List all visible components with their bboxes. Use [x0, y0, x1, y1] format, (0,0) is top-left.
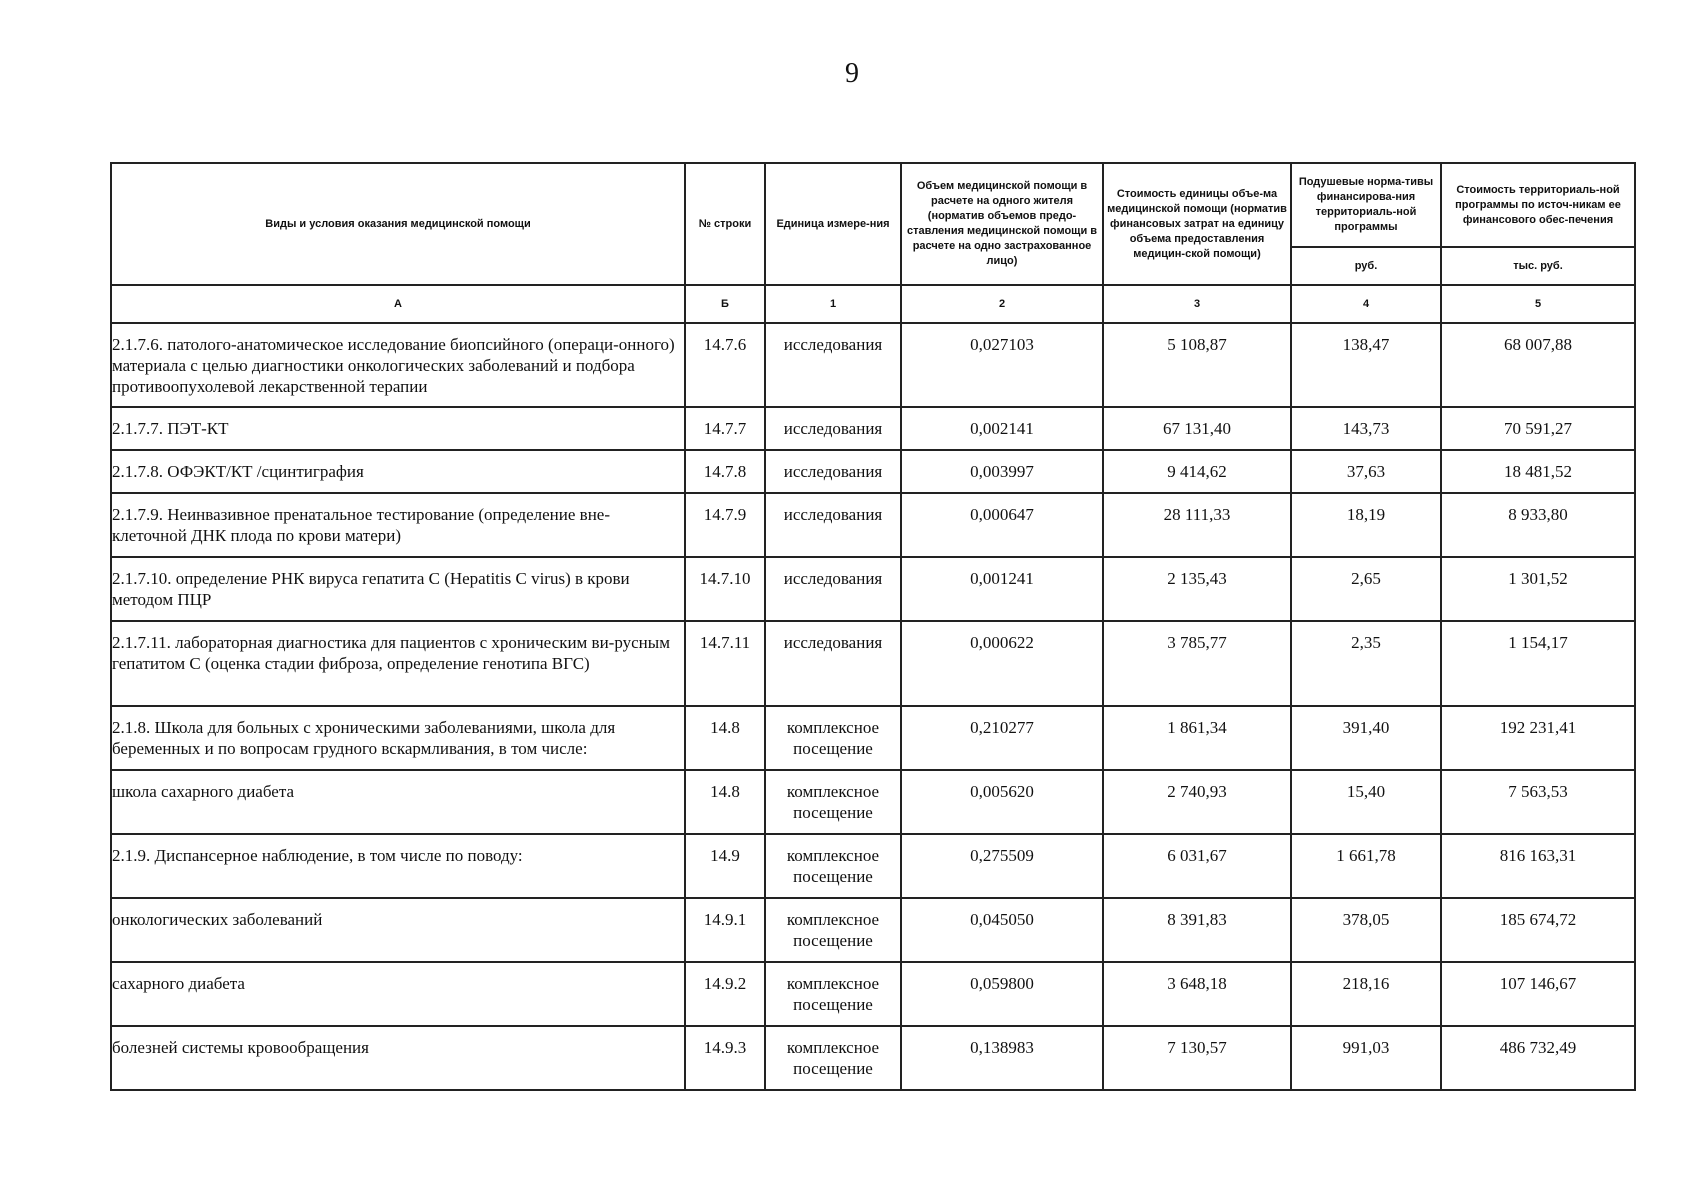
- unit-cost-cell: 1 861,34: [1103, 706, 1291, 770]
- table-row: [111, 323, 1635, 407]
- page-number: 9: [845, 58, 859, 89]
- volume-cell: 0,059800: [901, 962, 1103, 1026]
- care-type-cell: 2.1.7.8. ОФЭКТ/КТ /сцинтиграфия: [111, 450, 685, 493]
- table-row: [111, 1026, 1635, 1090]
- unit-cost-cell: 28 111,33: [1103, 493, 1291, 557]
- per-capita-cell: 15,40: [1291, 770, 1441, 834]
- column-index: 4: [1291, 285, 1441, 323]
- program-cost-cell: 68 007,88: [1441, 323, 1635, 407]
- program-cost-cell: 1 301,52: [1441, 557, 1635, 621]
- unit-cell: исследования: [765, 450, 901, 493]
- per-capita-cell: 2,35: [1291, 621, 1441, 706]
- unit-cell: исследования: [765, 407, 901, 450]
- care-type-cell: 2.1.7.6. патолого-анатомическое исследование биопсийного (операци-онного) материала с целью диагностики онкологических заболеваний и подбора противоопухолевой лекарственной терапии: [111, 323, 685, 407]
- table-row: [111, 407, 1635, 450]
- care-type-cell: 2.1.7.11. лабораторная диагностика для пациентов с хроническим ви-русным гепатитом С (оценка стадии фиброза, определение генотипа ВГС): [111, 621, 685, 706]
- unit-cell: комплексное посещение: [765, 770, 901, 834]
- row-number-cell: 14.7.8: [685, 450, 765, 493]
- volume-cell: 0,003997: [901, 450, 1103, 493]
- unit-cell: комплексное посещение: [765, 898, 901, 962]
- volume-cell: 0,045050: [901, 898, 1103, 962]
- header-per-capita-unit: руб.: [1291, 247, 1441, 285]
- table-row: [111, 834, 1635, 898]
- row-number-cell: 14.7.7: [685, 407, 765, 450]
- care-type-cell: 2.1.7.9. Неинвазивное пренатальное тестирование (определение вне-клеточной ДНК плода по крови матери): [111, 493, 685, 557]
- unit-cost-cell: 3 785,77: [1103, 621, 1291, 706]
- volume-cell: 0,005620: [901, 770, 1103, 834]
- volume-cell: 0,210277: [901, 706, 1103, 770]
- table-row: [111, 493, 1635, 557]
- per-capita-cell: 2,65: [1291, 557, 1441, 621]
- unit-cost-cell: 6 031,67: [1103, 834, 1291, 898]
- column-index: А: [111, 285, 685, 323]
- header-unit: Единица измере-ния: [765, 163, 901, 285]
- unit-cell: комплексное посещение: [765, 962, 901, 1026]
- row-number-cell: 14.9.2: [685, 962, 765, 1026]
- header-per-capita: Подушевые норма-тивы финансирова-ния территориаль-ной программы: [1291, 163, 1441, 247]
- per-capita-cell: 143,73: [1291, 407, 1441, 450]
- table-row: [111, 770, 1635, 834]
- header-unit-cost: Стоимость единицы объе-ма медицинской помощи (норматив финансовых затрат на единицу объема предоставления медицин-ской помощи): [1103, 163, 1291, 285]
- per-capita-cell: 991,03: [1291, 1026, 1441, 1090]
- column-index-row: [111, 285, 1635, 323]
- care-type-cell: 2.1.9. Диспансерное наблюдение, в том числе по поводу:: [111, 834, 685, 898]
- unit-cell: комплексное посещение: [765, 706, 901, 770]
- unit-cell: исследования: [765, 323, 901, 407]
- care-type-cell: школа сахарного диабета: [111, 770, 685, 834]
- column-index: 3: [1103, 285, 1291, 323]
- row-number-cell: 14.7.9: [685, 493, 765, 557]
- volume-cell: 0,027103: [901, 323, 1103, 407]
- table-row: [111, 557, 1635, 621]
- unit-cost-cell: 67 131,40: [1103, 407, 1291, 450]
- program-cost-cell: 8 933,80: [1441, 493, 1635, 557]
- row-number-cell: 14.9: [685, 834, 765, 898]
- unit-cell: исследования: [765, 621, 901, 706]
- per-capita-cell: 18,19: [1291, 493, 1441, 557]
- unit-cell: исследования: [765, 557, 901, 621]
- header-volume: Объем медицинской помощи в расчете на одного жителя (норматив объемов предо-ставления медицинской помощи в расчете на одно застрахованное лицо): [901, 163, 1103, 285]
- volume-cell: 0,000622: [901, 621, 1103, 706]
- program-cost-cell: 192 231,41: [1441, 706, 1635, 770]
- unit-cost-cell: 7 130,57: [1103, 1026, 1291, 1090]
- unit-cost-cell: 5 108,87: [1103, 323, 1291, 407]
- row-number-cell: 14.9.3: [685, 1026, 765, 1090]
- header-care-type: Виды и условия оказания медицинской помощи: [111, 163, 685, 285]
- care-type-cell: 2.1.8. Школа для больных с хроническими заболеваниями, школа для беременных и по вопросам грудного вскармливания, в том числе:: [111, 706, 685, 770]
- row-number-cell: 14.8: [685, 706, 765, 770]
- unit-cost-cell: 9 414,62: [1103, 450, 1291, 493]
- per-capita-cell: 1 661,78: [1291, 834, 1441, 898]
- care-type-cell: 2.1.7.7. ПЭТ-КТ: [111, 407, 685, 450]
- volume-cell: 0,138983: [901, 1026, 1103, 1090]
- column-index: Б: [685, 285, 765, 323]
- program-cost-cell: 70 591,27: [1441, 407, 1635, 450]
- program-cost-cell: 1 154,17: [1441, 621, 1635, 706]
- unit-cost-cell: 3 648,18: [1103, 962, 1291, 1026]
- row-number-cell: 14.9.1: [685, 898, 765, 962]
- column-index: 2: [901, 285, 1103, 323]
- program-cost-cell: 18 481,52: [1441, 450, 1635, 493]
- program-cost-cell: 486 732,49: [1441, 1026, 1635, 1090]
- header-row-number: № строки: [685, 163, 765, 285]
- per-capita-cell: 378,05: [1291, 898, 1441, 962]
- table-row: [111, 450, 1635, 493]
- unit-cell: комплексное посещение: [765, 1026, 901, 1090]
- per-capita-cell: 391,40: [1291, 706, 1441, 770]
- table-row: [111, 706, 1635, 770]
- volume-cell: 0,275509: [901, 834, 1103, 898]
- care-type-cell: болезней системы кровообращения: [111, 1026, 685, 1090]
- column-index: 1: [765, 285, 901, 323]
- program-cost-cell: 185 674,72: [1441, 898, 1635, 962]
- per-capita-cell: 138,47: [1291, 323, 1441, 407]
- column-index: 5: [1441, 285, 1635, 323]
- care-type-cell: 2.1.7.10. определение РНК вируса гепатита С (Hepatitis C virus) в крови методом ПЦР: [111, 557, 685, 621]
- volume-cell: 0,001241: [901, 557, 1103, 621]
- care-type-cell: сахарного диабета: [111, 962, 685, 1026]
- volume-cell: 0,002141: [901, 407, 1103, 450]
- per-capita-cell: 218,16: [1291, 962, 1441, 1026]
- header-program-cost: Стоимость территориаль-ной программы по источ-никам ее финансового обес-печения: [1441, 163, 1635, 247]
- row-number-cell: 14.7.6: [685, 323, 765, 407]
- table-row: [111, 962, 1635, 1026]
- per-capita-cell: 37,63: [1291, 450, 1441, 493]
- volume-cell: 0,000647: [901, 493, 1103, 557]
- care-type-cell: онкологических заболеваний: [111, 898, 685, 962]
- table-row: [111, 621, 1635, 706]
- unit-cell: комплексное посещение: [765, 834, 901, 898]
- table-row: [111, 898, 1635, 962]
- program-cost-cell: 7 563,53: [1441, 770, 1635, 834]
- unit-cell: исследования: [765, 493, 901, 557]
- unit-cost-cell: 8 391,83: [1103, 898, 1291, 962]
- row-number-cell: 14.8: [685, 770, 765, 834]
- program-cost-cell: 816 163,31: [1441, 834, 1635, 898]
- unit-cost-cell: 2 135,43: [1103, 557, 1291, 621]
- row-number-cell: 14.7.11: [685, 621, 765, 706]
- medical-care-table: [110, 162, 1636, 1091]
- program-cost-cell: 107 146,67: [1441, 962, 1635, 1026]
- header-program-cost-unit: тыс. руб.: [1441, 247, 1635, 285]
- unit-cost-cell: 2 740,93: [1103, 770, 1291, 834]
- row-number-cell: 14.7.10: [685, 557, 765, 621]
